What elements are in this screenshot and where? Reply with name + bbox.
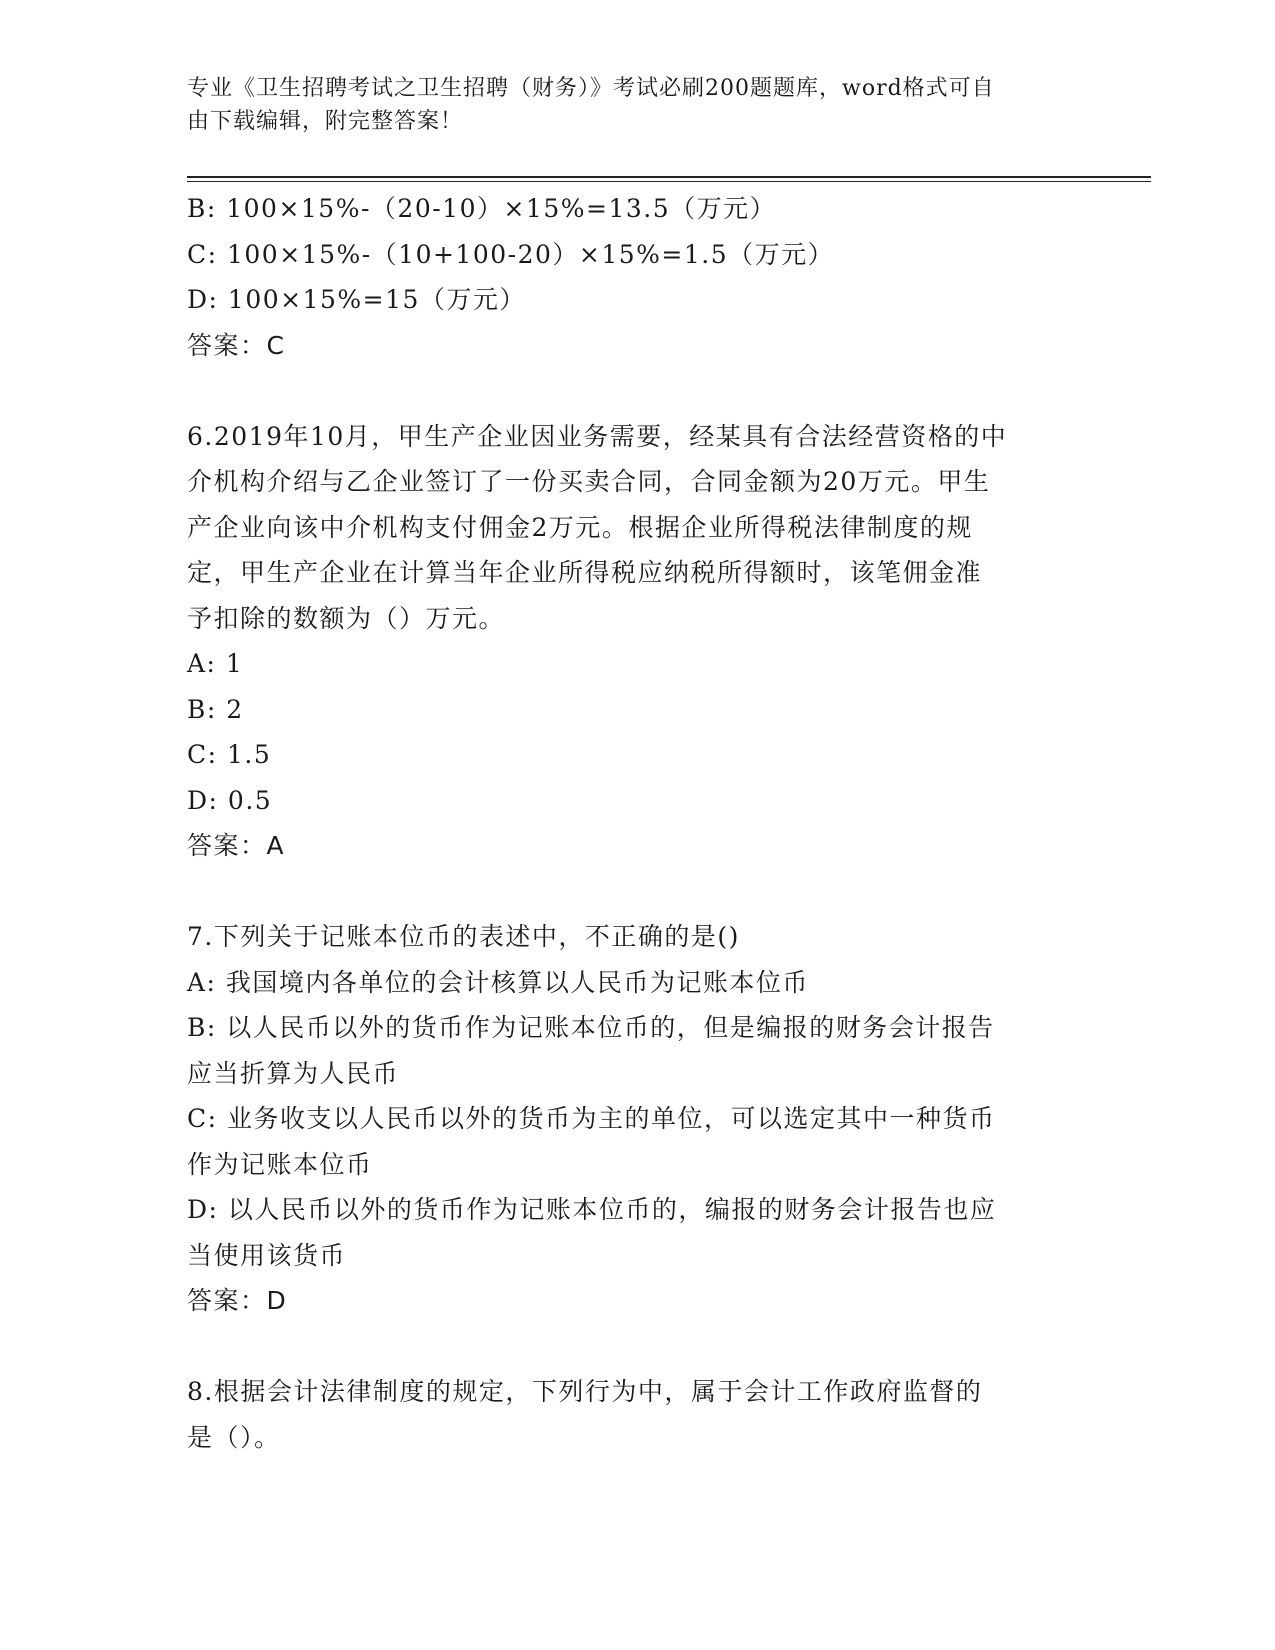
answer: 答案：A <box>187 831 286 860</box>
question-text: 予扣除的数额为（）万元。 <box>187 603 506 633</box>
option-c-cont: 作为记账本位币 <box>187 1149 373 1179</box>
question-6 <box>187 414 1087 870</box>
option-c: C: 1.5 <box>187 740 272 769</box>
answer: 答案：C <box>187 330 286 360</box>
header-line-1: 专业《卫生招聘考试之卫生招聘（财务）》考试必刷200题题库，word格式可自 <box>187 76 995 101</box>
header-rule-thin <box>187 181 1151 182</box>
question-text: 7.下列关于记账本位币的表述中，不正确的是() <box>187 922 740 951</box>
question-text: 是（）。 <box>187 1422 281 1452</box>
document-header <box>187 72 1077 138</box>
option-d: D: 以人民币以外的货币作为记账本位币的，编报的财务会计报告也应 <box>187 1195 997 1224</box>
option-b: B: 100×15%-（20-10）×15%=13.5（万元） <box>187 194 777 223</box>
question-text: 介机构介绍与乙企业签订了一份买卖合同，合同金额为20万元。甲生 <box>187 467 991 496</box>
option-b: B: 以人民币以外的货币作为记账本位币的，但是编报的财务会计报告 <box>187 1013 995 1042</box>
option-c: C: 业务收支以人民币以外的货币为主的单位，可以选定其中一种货币 <box>187 1104 996 1133</box>
option-a: A: 1 <box>187 649 244 678</box>
question-text: 8.根据会计法律制度的规定，下列行为中，属于会计工作政府监督的 <box>187 1377 983 1406</box>
option-a: A: 我国境内各单位的会计核算以人民币为记账本位币 <box>187 967 809 997</box>
document-body <box>187 186 1087 1460</box>
option-d-cont: 当使用该货币 <box>187 1240 347 1270</box>
spacer <box>187 1324 1087 1369</box>
header-line-2: 由下载编辑，附完整答案！ <box>187 109 464 134</box>
option-b: B: 2 <box>187 694 244 724</box>
question-text: 6.2019年10月，甲生产企业因业务需要，经某具有合法经营资格的中 <box>187 421 1008 451</box>
option-d: D: 100×15%=15（万元） <box>187 285 526 314</box>
question-7 <box>187 914 1087 1324</box>
question-8 <box>187 1369 1087 1460</box>
spacer <box>187 369 1087 414</box>
header-rule-thick <box>187 176 1151 178</box>
option-d: D: 0.5 <box>187 785 273 815</box>
question-text: 定，甲生产企业在计算当年企业所得税应纳税所得额时，该笔佣金准 <box>187 558 983 587</box>
spacer <box>187 869 1087 914</box>
answer: 答案：D <box>187 1286 288 1315</box>
question-5-tail <box>187 186 1087 369</box>
option-c: C: 100×15%-（10+100-20）×15%=1.5（万元） <box>187 239 835 269</box>
question-text: 产企业向该中介机构支付佣金2万元。根据企业所得税法律制度的规 <box>187 512 973 542</box>
option-b-cont: 应当折算为人民币 <box>187 1058 400 1088</box>
